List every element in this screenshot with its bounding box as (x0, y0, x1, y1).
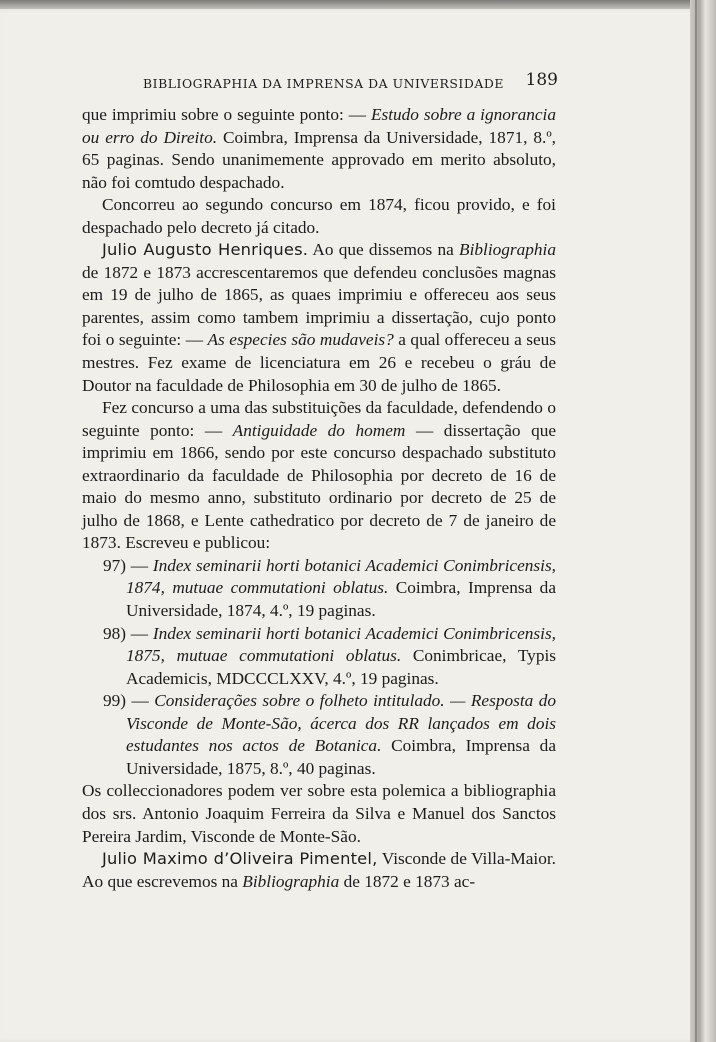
author-name: Julio Maximo d’Oliveira Pimentel, (102, 849, 378, 869)
dissertation-title: As especies são mudaveis? (207, 330, 394, 350)
paragraph-polemica: Os colleccionadores podem ver sobre esta polemica a bibliographia dos srs. Antonio Joaquim Ferreira da Silva e Manuel dos Sanctos Pereira Jardim, Visconde de Monte-São. (82, 781, 556, 846)
paragraph-concurso: Concorreu ao segundo concurso em 1874, ficou provido, e foi despachado pelo decreto já citado. (82, 195, 556, 237)
gutter-line (695, 0, 697, 1042)
paragraph-continuation: que imprimiu sobre o seguinte ponto: — Estudo sobre a ignorancia ou erro do Direito. Coimbra, Imprensa da Universidade, 1871, 8.º, 65 paginas. Sendo unanimemente approvado em merito absoluto, não foi comtudo despachado. (82, 105, 556, 192)
dissertation-title: Antiguidade do homem (232, 420, 406, 440)
page-header (143, 68, 558, 94)
body-text (82, 104, 556, 893)
paragraph-substituicoes: Fez concurso a uma das substituições da faculdade, defendendo o seguinte ponto: — Antiguidade do homem — dissertação que imprimiu em 1866, sendo por este concurso despachado substituto extraordinario da faculdade de Philosophia por decreto de 16 de maio do mesmo anno, substituto ordinario por decreto de 25 de julho de 1868, e Lente cathedratico por decreto de 7 de janeiro de 1873. Escreveu e publicou: (82, 398, 557, 553)
bibliography-entry-99: 99) — Considerações sobre o folheto intitulado. — Resposta do Visconde de Monte-São, ácerca dos RR lançados em dois estudantes nos actos de Botanica. Coimbra, Imprensa da Universidade, 1875, 8.º, 40 paginas. (103, 691, 556, 778)
entry-pimentel: Julio Maximo d’Oliveira Pimentel, Visconde de Villa-Maior. Ao que escrevemos na Bibliographia de 1872 e 1873 ac- (82, 849, 556, 891)
entry-henriques: Julio Augusto Henriques. Ao que dissemos na Bibliographia de 1872 e 1873 accrescentaremos que defendeu conclusões magnas em 19 de julho de 1865, as quaes imprimiu e offereceu aos seus parentes, assim como tambem imprimiu a dissertação, cujo ponto foi o seguinte: — As especies são mudaveis? a qual offereceu a seus mestres. Fez exame de licenciatura em 26 e recebeu o gráu de Doutor na faculdade de Philosophia em 30 de julho de 1865. (82, 240, 557, 395)
book-spine (690, 0, 716, 1042)
bibliography-entry-98: 98) — Index seminarii horti botanici Academici Conimbricensis, 1875, mutuae commutationi oblatus. Conimbricae, Typis Academicis, MDCCCLXXV, 4.º, 19 paginas. (103, 623, 556, 688)
running-title: BIBLIOGRAPHIA DA IMPRENSA DA UNIVERSIDADE (143, 76, 504, 91)
work-title: Estudo sobre a ignorancia ou erro do Direito. (82, 105, 556, 147)
author-name: Julio Augusto Henriques. (102, 240, 309, 260)
bibliography-entry-97: 97) — Index seminarii horti botanici Academici Conimbricensis, 1874, mutuae commutationi oblatus. Coimbra, Imprensa da Universidade, 1874, 4.º, 19 paginas. (103, 555, 556, 621)
page-number: 189 (525, 70, 558, 90)
